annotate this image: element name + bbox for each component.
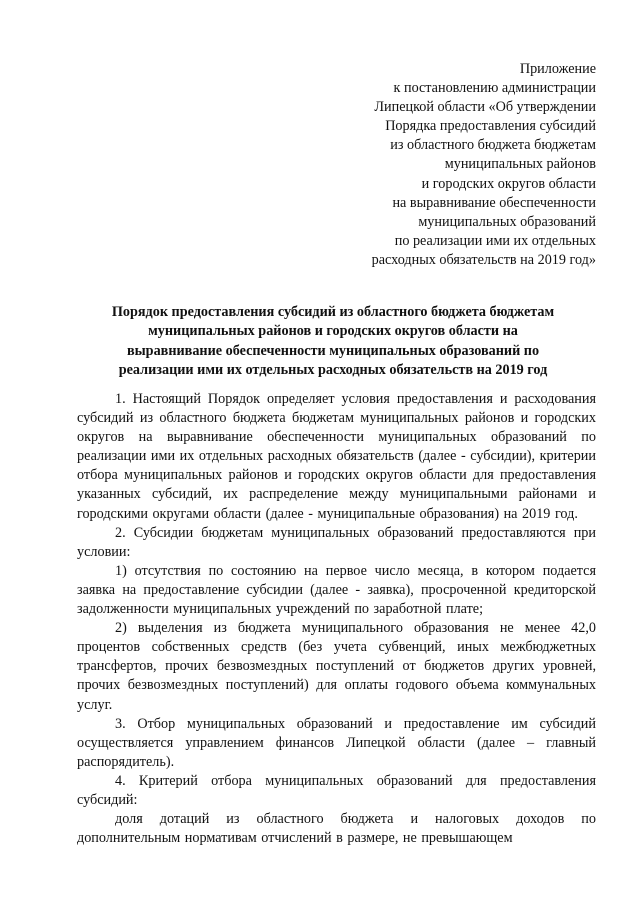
paragraph-2-item-1: 1) отсутствия по состоянию на первое число месяца, в котором подается заявка на предоставление субсидии (далее - заявка), просроченной кредиторской задолженности муниципальных учреждений по заработной плате; bbox=[77, 562, 596, 618]
paragraph-4-criterion: доля дотаций из областного бюджета и налоговых доходов по дополнительным нормативам отчислений в размере, не превышающем bbox=[77, 811, 596, 847]
title-line: муниципальных районов и городских округов области на bbox=[148, 323, 518, 340]
appendix-line: на выравнивание обеспеченности bbox=[392, 194, 596, 211]
appendix-line: муниципальных районов bbox=[444, 156, 596, 173]
appendix-line: по реализации ими их отдельных bbox=[394, 232, 596, 249]
paragraph-3: 3. Отбор муниципальных образований и предоставление им субсидий осуществляется управлением финансов Липецкой области (далее – главный распорядитель). bbox=[77, 715, 596, 770]
appendix-line: Липецкой области «Об утверждении bbox=[374, 99, 596, 116]
appendix-line: Приложение bbox=[519, 61, 596, 77]
appendix-line: к постановлению администрации bbox=[393, 80, 596, 97]
appendix-line: Порядка предоставления субсидий bbox=[385, 118, 596, 135]
document-body bbox=[77, 390, 596, 848]
title-line: выравнивание обеспеченности муниципальных образований по bbox=[126, 342, 540, 359]
paragraph-2: 2. Субсидии бюджетам муниципальных образований предоставляются при условии: bbox=[77, 524, 596, 560]
paragraph-1: 1. Настоящий Порядок определяет условия предоставления и расходования субсидий из областного бюджета бюджетам муниципальных районов и городских округов на выравнивание обеспеченности муниципальных образований по реализации ими их отдельных расходных обязательств (далее - субсидии), критерии отбора муниципальных районов и городских округов области для предоставления указанных субсидий, их распределение между муниципальными районами и городскими округами области (далее - муниципальные образования) на 2019 год. bbox=[77, 391, 596, 522]
document-title bbox=[70, 303, 596, 380]
appendix-line: и городских округов области bbox=[421, 175, 596, 192]
appendix-line: расходных обязательств на 2019 год» bbox=[371, 251, 596, 268]
appendix-line: из областного бюджета бюджетам bbox=[390, 137, 596, 154]
appendix-header bbox=[300, 60, 596, 270]
title-line: Порядок предоставления субсидий из областного бюджета бюджетам bbox=[111, 304, 555, 320]
paragraph-2-item-2: 2) выделения из бюджета муниципального образования не менее 42,0 процентов собственных средств (без учета субвенций, иных межбюджетных трансфертов, прочих безвозмездных поступлений от бюджетов других уровней, прочих безвозмездных поступлений) для оплаты годового объема коммунальных услуг. bbox=[77, 620, 596, 713]
appendix-line: муниципальных образований bbox=[418, 213, 596, 230]
paragraph-4: 4. Критерий отбора муниципальных образований для предоставления субсидий: bbox=[77, 772, 596, 808]
title-line: реализации ими их отдельных расходных обязательств на 2019 год bbox=[118, 361, 548, 378]
